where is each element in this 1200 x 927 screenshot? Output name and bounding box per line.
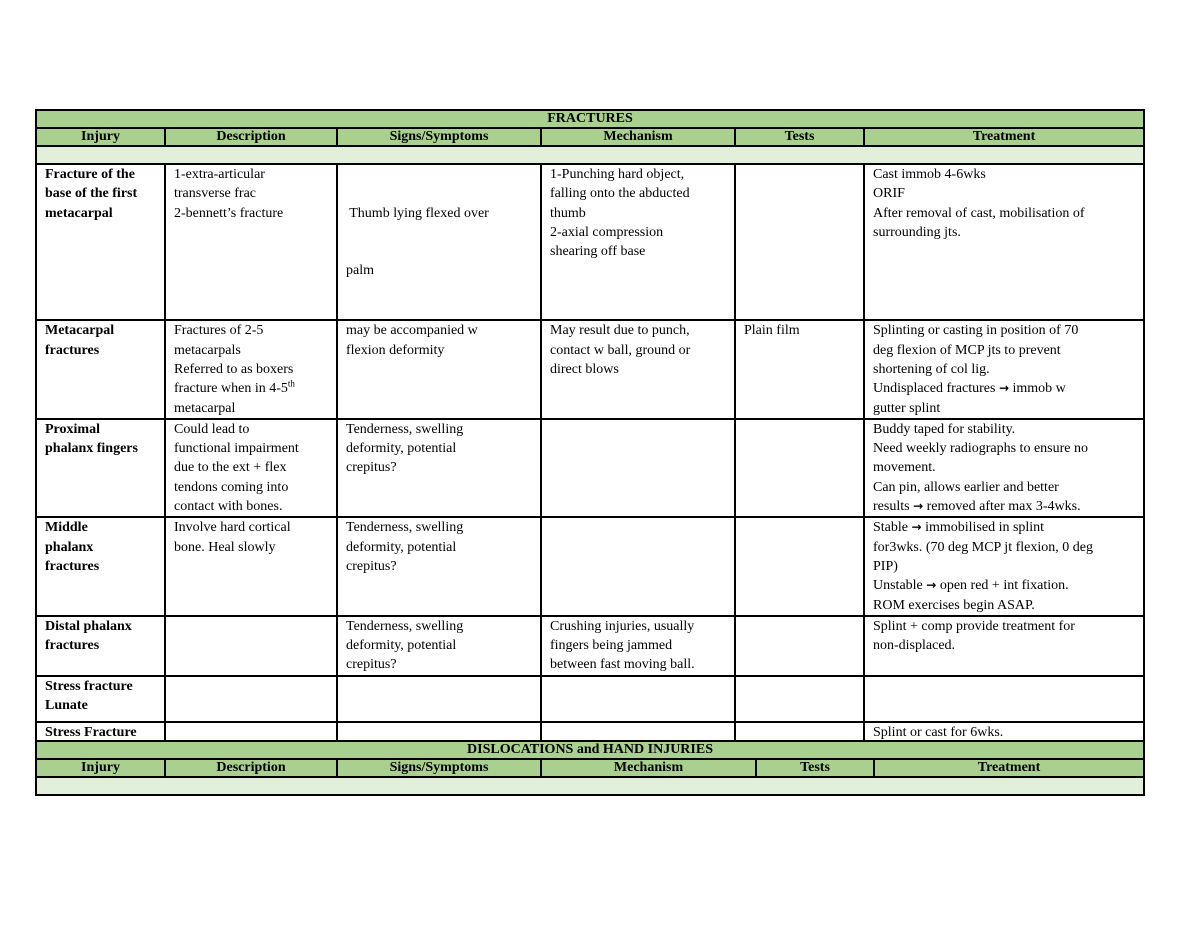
- dislocations-title: DISLOCATIONS and HAND INJURIES: [36, 741, 1144, 759]
- mechanism-cell: 1-Punching hard object, falling onto the abducted thumb 2-axial compression shearing off base: [541, 164, 735, 320]
- description-cell: 1-extra-articular transverse frac 2-bennett’s fracture: [165, 164, 337, 320]
- column-header-description: Description: [165, 128, 337, 146]
- dislocations-table: [35, 740, 1145, 796]
- column-header-tests: Tests: [735, 128, 864, 146]
- signs-cell: may be accompanied w flexion deformity: [337, 320, 541, 418]
- arrow-right-icon: →: [998, 381, 1010, 396]
- table-row: [36, 616, 1144, 676]
- column-header-treatment: Treatment: [874, 759, 1144, 777]
- description-cell: [165, 616, 337, 676]
- arrow-right-icon: →: [911, 520, 922, 535]
- column-header-mechanism: Mechanism: [541, 128, 735, 146]
- column-header-description: Description: [165, 759, 337, 777]
- injury-cell: Metacarpal fractures: [36, 320, 165, 418]
- description-cell: Fractures of 2-5 metacarpals Referred to as boxers fracture when in 4-5th metacarpal: [165, 320, 337, 418]
- treatment-cell: Splint or cast for 6wks.: [864, 722, 1144, 768]
- fractures-table: [35, 109, 1145, 769]
- table-row: [36, 164, 1144, 320]
- signs-cell: Tenderness, swelling deformity, potential crepitus?: [337, 616, 541, 676]
- column-header-signs: Signs/Symptoms: [337, 759, 541, 777]
- injury-cell: Stress fracture Lunate: [36, 676, 165, 722]
- tests-cell: [735, 676, 864, 722]
- header-band: [36, 777, 1144, 795]
- table-row: [36, 419, 1144, 517]
- signs-cell: Thumb lying flexed over palm: [337, 164, 541, 320]
- description-cell: Involve hard cortical bone. Heal slowly: [165, 517, 337, 615]
- injury-cell: Distal phalanx fractures: [36, 616, 165, 676]
- table-row: [36, 676, 1144, 722]
- column-header-tests: Tests: [756, 759, 874, 777]
- column-header-mechanism: Mechanism: [541, 759, 756, 777]
- table-row: [36, 517, 1144, 615]
- arrow-right-icon: →: [926, 578, 937, 593]
- column-header-treatment: Treatment: [864, 128, 1144, 146]
- tests-cell: Plain film: [735, 320, 864, 418]
- description-cell: Could lead to functional impairment due to the ext + flex tendons coming into contact with bones.: [165, 419, 337, 517]
- fractures-title: FRACTURES: [36, 110, 1144, 128]
- treatment-cell: Splint + comp provide treatment for non-displaced.: [864, 616, 1144, 676]
- signs-cell: Tenderness, swelling deformity, potential crepitus?: [337, 517, 541, 615]
- treatment-cell: Stable → immobilised in splint for3wks. (70 deg MCP jt flexion, 0 deg PIP) Unstable → open red + int fixation. ROM exercises begin ASAP.: [864, 517, 1144, 615]
- arrow-right-icon: →: [913, 499, 924, 514]
- column-header-injury: Injury: [36, 759, 165, 777]
- injury-cell: Fracture of the base of the first metacarpal: [36, 164, 165, 320]
- header-band: [36, 146, 1144, 164]
- mechanism-cell: [541, 517, 735, 615]
- treatment-cell: Cast immob 4-6wks ORIF After removal of cast, mobilisation of surrounding jts.: [864, 164, 1144, 320]
- mechanism-cell: [541, 419, 735, 517]
- injury-cell: Stress Fracture: [36, 722, 165, 768]
- signs-cell: Tenderness, swelling deformity, potential crepitus?: [337, 419, 541, 517]
- tests-cell: [735, 616, 864, 676]
- treatment-cell: Buddy taped for stability. Need weekly radiographs to ensure no movement. Can pin, allows earlier and better results → removed after max 3-4wks.: [864, 419, 1144, 517]
- signs-cell: [337, 676, 541, 722]
- treatment-cell: [864, 676, 1144, 722]
- table-row: [36, 320, 1144, 418]
- tests-cell: [735, 517, 864, 615]
- column-header-signs: Signs/Symptoms: [337, 128, 541, 146]
- description-cell: [165, 676, 337, 722]
- mechanism-cell: [541, 676, 735, 722]
- mechanism-cell: May result due to punch, contact w ball, ground or direct blows: [541, 320, 735, 418]
- treatment-cell: Splinting or casting in position of 70 deg flexion of MCP jts to prevent shortening of col lig. Undisplaced fractures → immob w gutter splint: [864, 320, 1144, 418]
- column-header-injury: Injury: [36, 128, 165, 146]
- injury-cell: Proximal phalanx fingers: [36, 419, 165, 517]
- injury-cell: Middle phalanx fractures: [36, 517, 165, 615]
- mechanism-cell: Crushing injuries, usually fingers being jammed between fast moving ball.: [541, 616, 735, 676]
- superscript-th: th: [287, 378, 295, 389]
- tests-cell: [735, 164, 864, 320]
- tests-cell: [735, 419, 864, 517]
